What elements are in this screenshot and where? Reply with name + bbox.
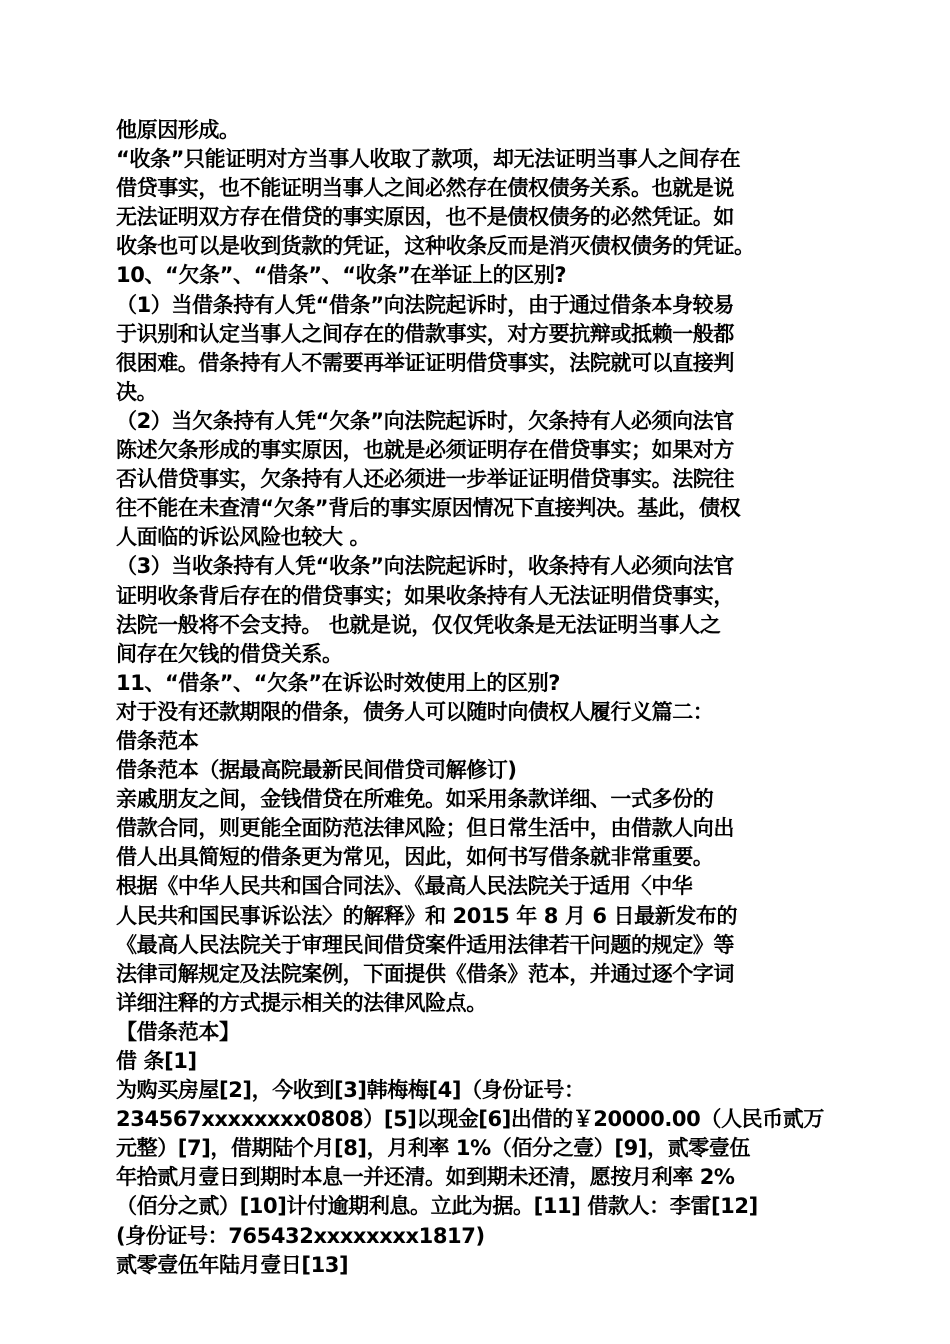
text-line: （1）当借条持有人凭“借条”向法院起诉时，由于通过借条本身较易 (116, 292, 734, 317)
template-line: 年拾贰月壹日到期时本息一并还清。如到期未还清，愿按月利率 2% (116, 1165, 735, 1190)
text-line: 收条也可以是收到货款的凭证，这种收条反而是消灭债权债务的凭证。 (116, 234, 755, 259)
template-heading: 【借条范本】 (116, 1019, 240, 1044)
text-line: 很困难。借条持有人不需要再举证证明借贷事实，法院就可以直接判 (116, 350, 734, 375)
text-line: 亲戚朋友之间，金钱借贷在所难免。如采用条款详细、一式多份的 (116, 787, 714, 812)
document-page (116, 116, 842, 1280)
text-line: 借款合同，则更能全面防范法律风险；但日常生活中，由借款人向出 (116, 816, 734, 841)
section-heading-11: 11、“借条”、“欠条”在诉讼时效使用上的区别? (116, 670, 561, 695)
template-line: 元整）[7]，借期陆个月[8]，月利率 1%（佰分之壹）[9]，贰零壹伍 (116, 1136, 750, 1161)
text-line: 证明收条背后存在的借贷事实；如果收条持有人无法证明借贷事实， (116, 583, 734, 608)
template-title: 借 条[1] (116, 1049, 197, 1073)
text-line: 否认借贷事实，欠条持有人还必须进一步举证证明借贷事实。法院往 (116, 467, 734, 492)
text-line: 借贷事实，也不能证明当事人之间必然存在债权债务关系。也就是说 (116, 176, 734, 201)
template-line: 234567xxxxxxxx0808）[5]以现金[6]出借的￥20000.00（人民币贰万 (116, 1107, 824, 1132)
template-line: 为购买房屋[2]，今收到[3]韩梅梅[4]（身份证号： (116, 1078, 585, 1103)
template-line: （佰分之贰）[10]计付逾期利息。立此为据。[11] 借款人：李雷[12] (116, 1194, 758, 1219)
template-line: (身份证号：765432xxxxxxxx1817) (116, 1223, 485, 1248)
text-line: 陈述欠条形成的事实原因，也就是必须证明存在借贷事实；如果对方 (116, 438, 734, 463)
text-line: 法律司解规定及法院案例，下面提供《借条》范本，并通过逐个字词 (116, 961, 734, 986)
text-line: （3）当收条持有人凭“收条”向法院起诉时，收条持有人必须向法官 (116, 554, 734, 579)
text-line: 对于没有还款期限的借条，债务人可以随时向债权人履行义篇二： (116, 699, 714, 724)
text-line: 决。 (116, 379, 158, 404)
text-line: 《最高人民法院关于审理民间借贷案件适用法律若干问题的规定》等 (116, 932, 734, 957)
text-line: 间存在欠钱的借贷关系。 (116, 641, 343, 666)
text-line: 根据《中华人民共和国合同法》、《最高人民法院关于适用〈中华 (116, 874, 693, 899)
text-line: 人民共和国民事诉讼法〉的解释》和 2015 年 8 月 6 日最新发布的 (116, 903, 738, 928)
text-line: 于识别和认定当事人之间存在的借款事实，对方要抗辩或抵赖一般都 (116, 321, 734, 346)
text-line: （2）当欠条持有人凭“欠条”向法院起诉时，欠条持有人必须向法官 (116, 408, 734, 433)
section-heading-10: 10、“欠条”、“借条”、“收条”在举证上的区别? (116, 263, 567, 288)
subtitle: 借条范本（据最高院最新民间借贷司解修订) (116, 758, 517, 783)
text-line: 借条范本 (116, 728, 199, 753)
text-line: “收条”只能证明对方当事人收取了款项，却无法证明当事人之间存在 (116, 147, 741, 172)
text-line: 法院一般将不会支持。 也就是说，仅仅凭收条是无法证明当事人之 (116, 612, 721, 637)
text-line: 无法证明双方存在借贷的事实原因，也不是债权债务的必然凭证。如 (116, 205, 734, 230)
template-date: 贰零壹伍年陆月壹日[13] (116, 1252, 349, 1277)
text-line: 借人出具简短的借条更为常见，因此，如何书写借条就非常重要。 (116, 845, 714, 870)
text-line: 人面临的诉讼风险也较大 。 (116, 525, 371, 550)
text-line: 他原因形成。 (116, 118, 240, 142)
text-line: 往不能在未查清“欠条”背后的事实原因情况下直接判决。基此，债权 (116, 496, 741, 521)
text-line: 详细注释的方式提示相关的法律风险点。 (116, 990, 487, 1015)
